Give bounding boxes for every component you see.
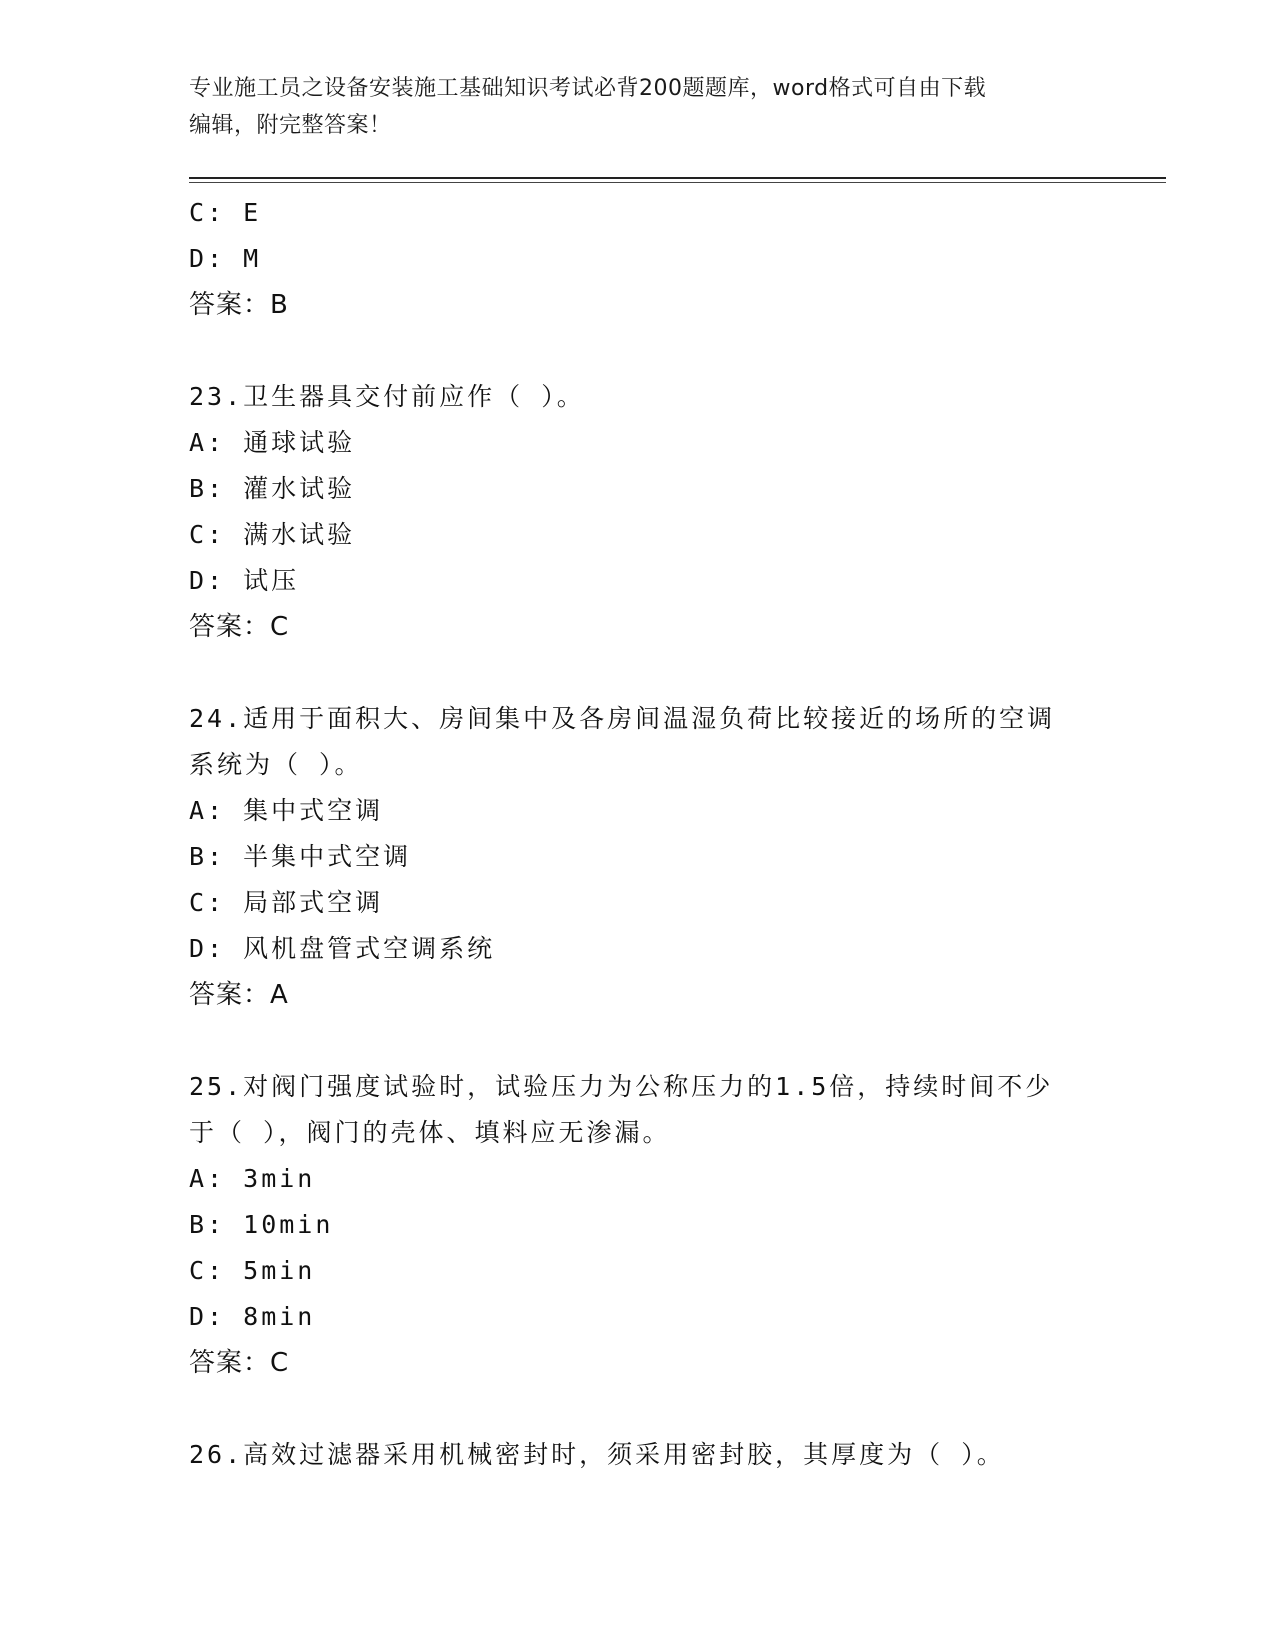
answer-line: 答案：B [189, 290, 289, 320]
spacer [189, 1018, 1089, 1064]
option-d: D: 试压 [189, 566, 300, 595]
spacer [189, 1386, 1089, 1432]
answer-line: 答案：A [189, 980, 289, 1010]
question-list [189, 190, 1089, 1478]
question-22-tail [189, 190, 1089, 328]
question-text-line-1: 24.适用于面积大、房间集中及各房间温湿负荷比较接近的场所的空调 [189, 704, 1056, 733]
header-title-line-2: 编辑，附完整答案！ [189, 113, 392, 138]
question-text-line-2: 于（ ），阀门的壳体、填料应无渗漏。 [189, 1118, 671, 1147]
question-text: 23.卫生器具交付前应作（ ）。 [189, 382, 585, 411]
option-c: C: E [189, 198, 262, 227]
option-a: A: 3min [189, 1164, 316, 1193]
question-25 [189, 1064, 1089, 1386]
option-a: A: 通球试验 [189, 428, 356, 457]
option-d: D: M [189, 244, 262, 273]
option-c: C: 满水试验 [189, 520, 356, 549]
option-c: C: 5min [189, 1256, 316, 1285]
option-b: B: 半集中式空调 [189, 842, 412, 871]
answer-line: 答案：C [189, 1348, 290, 1378]
option-d: D: 风机盘管式空调系统 [189, 934, 496, 963]
header-divider-thin [189, 182, 1166, 183]
question-text-line-2: 系统为（ ）。 [189, 750, 363, 779]
answer-line: 答案：C [189, 612, 290, 642]
option-b: B: 10min [189, 1210, 334, 1239]
spacer [189, 328, 1089, 374]
option-d: D: 8min [189, 1302, 316, 1331]
header-title-line-1: 专业施工员之设备安装施工基础知识考试必背200题题库，word格式可自由下载 [189, 76, 987, 101]
option-c: C: 局部式空调 [189, 888, 384, 917]
question-text: 26.高效过滤器采用机械密封时，须采用密封胶，其厚度为（ ）。 [189, 1440, 1005, 1469]
document-header [189, 70, 1089, 144]
option-a: A: 集中式空调 [189, 796, 384, 825]
question-23 [189, 374, 1089, 650]
header-divider-thick [189, 177, 1166, 179]
question-text-line-1: 25.对阀门强度试验时，试验压力为公称压力的1.5倍，持续时间不少 [189, 1072, 1054, 1101]
option-b: B: 灌水试验 [189, 474, 356, 503]
question-24 [189, 696, 1089, 1018]
question-26 [189, 1432, 1089, 1478]
spacer [189, 650, 1089, 696]
